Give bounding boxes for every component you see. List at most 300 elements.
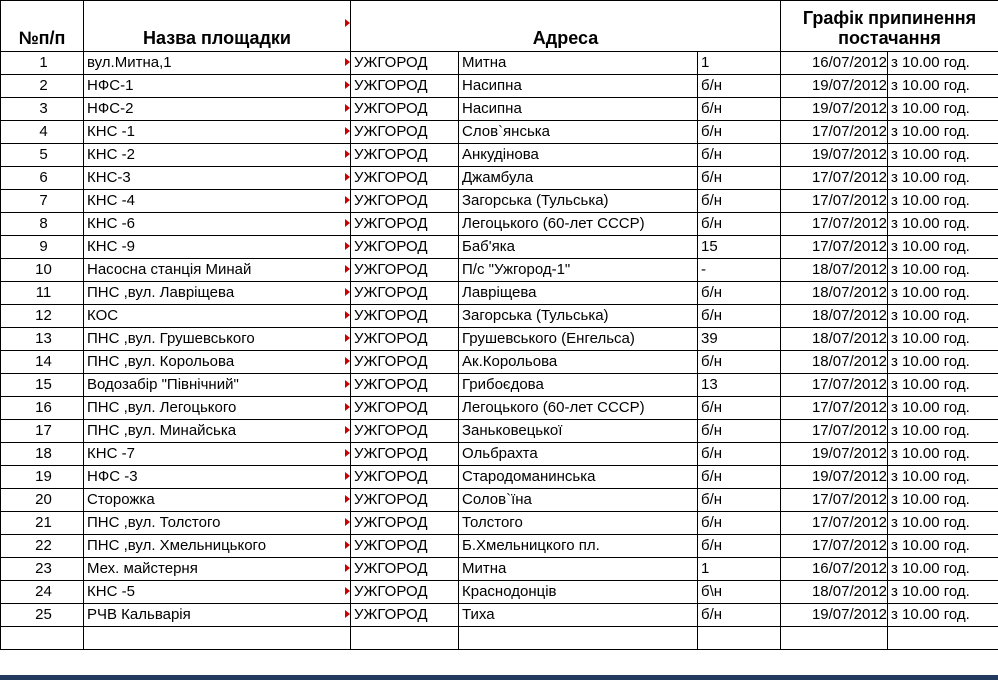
street-cell[interactable] bbox=[459, 98, 698, 121]
city-cell[interactable] bbox=[351, 581, 459, 604]
house-cell-text: б/н bbox=[701, 123, 723, 140]
street-cell[interactable] bbox=[459, 351, 698, 374]
street-cell-text: Грибоєдова bbox=[462, 376, 544, 393]
time-cell[interactable] bbox=[888, 144, 998, 167]
num-cell[interactable] bbox=[1, 190, 84, 213]
date-cell-text: 17/07/2012 bbox=[811, 238, 888, 255]
empty-cell[interactable] bbox=[84, 627, 351, 650]
comment-marker-icon[interactable] bbox=[345, 587, 350, 595]
time-cell[interactable] bbox=[888, 558, 998, 581]
time-cell[interactable] bbox=[888, 420, 998, 443]
street-cell[interactable] bbox=[459, 420, 698, 443]
date-cell-text: 18/07/2012 bbox=[811, 284, 888, 301]
house-cell[interactable] bbox=[698, 121, 781, 144]
house-cell[interactable] bbox=[698, 535, 781, 558]
num-cell[interactable] bbox=[1, 443, 84, 466]
num-cell[interactable] bbox=[1, 282, 84, 305]
street-cell[interactable] bbox=[459, 305, 698, 328]
num-cell[interactable] bbox=[1, 75, 84, 98]
table-row bbox=[1, 443, 998, 466]
name-cell[interactable] bbox=[84, 144, 351, 167]
header-schedule[interactable] bbox=[781, 1, 998, 52]
name-cell[interactable] bbox=[84, 190, 351, 213]
street-cell-text: Б.Хмельницкого пл. bbox=[462, 537, 600, 554]
date-cell[interactable] bbox=[781, 535, 888, 558]
num-cell-text: 6 bbox=[39, 169, 48, 186]
street-cell[interactable] bbox=[459, 259, 698, 282]
city-cell-text: УЖГОРОД bbox=[354, 146, 428, 163]
date-cell[interactable] bbox=[781, 443, 888, 466]
name-cell[interactable] bbox=[84, 305, 351, 328]
house-cell-text: б/н bbox=[701, 468, 723, 485]
house-cell[interactable] bbox=[698, 167, 781, 190]
comment-marker-icon[interactable] bbox=[345, 242, 350, 250]
city-cell-text: УЖГОРОД bbox=[354, 100, 428, 117]
street-cell[interactable] bbox=[459, 52, 698, 75]
house-cell[interactable] bbox=[698, 190, 781, 213]
header-name-label: Назва площадки bbox=[143, 28, 291, 48]
name-cell[interactable] bbox=[84, 466, 351, 489]
house-cell[interactable] bbox=[698, 443, 781, 466]
street-cell[interactable] bbox=[459, 144, 698, 167]
date-cell[interactable] bbox=[781, 466, 888, 489]
city-cell[interactable] bbox=[351, 236, 459, 259]
comment-marker-icon[interactable] bbox=[345, 196, 350, 204]
house-cell[interactable] bbox=[698, 52, 781, 75]
comment-marker-icon[interactable] bbox=[345, 173, 350, 181]
house-cell-text: б/н bbox=[701, 215, 723, 232]
street-cell-text: П/с "Ужгород-1" bbox=[462, 261, 571, 278]
name-cell-text: ПНС ,вул. Корольова bbox=[87, 353, 235, 370]
comment-marker-icon[interactable] bbox=[345, 104, 350, 112]
comment-marker-icon[interactable] bbox=[345, 403, 350, 411]
city-cell[interactable] bbox=[351, 282, 459, 305]
empty-cell[interactable] bbox=[781, 627, 888, 650]
street-cell[interactable] bbox=[459, 167, 698, 190]
time-cell-text: з 10.00 год. bbox=[891, 261, 970, 278]
street-cell[interactable] bbox=[459, 535, 698, 558]
house-cell[interactable] bbox=[698, 282, 781, 305]
street-cell[interactable] bbox=[459, 581, 698, 604]
name-cell[interactable] bbox=[84, 420, 351, 443]
house-cell[interactable] bbox=[698, 558, 781, 581]
name-cell[interactable] bbox=[84, 328, 351, 351]
name-cell[interactable] bbox=[84, 259, 351, 282]
time-cell[interactable] bbox=[888, 466, 998, 489]
date-cell-text: 17/07/2012 bbox=[811, 169, 888, 186]
header-address[interactable]: Адреса bbox=[351, 1, 781, 52]
street-cell[interactable] bbox=[459, 443, 698, 466]
date-cell-text: 18/07/2012 bbox=[811, 583, 888, 600]
time-cell[interactable] bbox=[888, 581, 998, 604]
name-cell[interactable] bbox=[84, 167, 351, 190]
name-cell[interactable] bbox=[84, 558, 351, 581]
num-cell[interactable] bbox=[1, 98, 84, 121]
city-cell[interactable] bbox=[351, 374, 459, 397]
time-cell[interactable] bbox=[888, 489, 998, 512]
street-cell[interactable] bbox=[459, 374, 698, 397]
house-cell[interactable] bbox=[698, 581, 781, 604]
house-cell-text: б/н bbox=[701, 514, 723, 531]
house-cell[interactable] bbox=[698, 144, 781, 167]
time-cell[interactable] bbox=[888, 374, 998, 397]
time-cell[interactable] bbox=[888, 351, 998, 374]
house-cell[interactable] bbox=[698, 75, 781, 98]
name-cell[interactable] bbox=[84, 604, 351, 627]
num-cell-text: 1 bbox=[39, 54, 48, 71]
num-cell-text: 11 bbox=[35, 284, 52, 301]
time-cell[interactable] bbox=[888, 167, 998, 190]
time-cell-text: з 10.00 год. bbox=[891, 445, 970, 462]
street-cell-text: Загорська (Тульська) bbox=[462, 307, 609, 324]
date-cell[interactable] bbox=[781, 236, 888, 259]
time-cell[interactable] bbox=[888, 604, 998, 627]
house-cell[interactable] bbox=[698, 604, 781, 627]
time-cell-text: з 10.00 год. bbox=[891, 468, 970, 485]
time-cell[interactable] bbox=[888, 512, 998, 535]
date-cell[interactable] bbox=[781, 305, 888, 328]
city-cell-text: УЖГОРОД bbox=[354, 261, 428, 278]
city-cell-text: УЖГОРОД bbox=[354, 215, 428, 232]
street-cell[interactable] bbox=[459, 190, 698, 213]
date-cell[interactable] bbox=[781, 604, 888, 627]
comment-marker-icon[interactable] bbox=[345, 334, 350, 342]
num-cell[interactable] bbox=[1, 236, 84, 259]
num-cell[interactable] bbox=[1, 328, 84, 351]
house-cell[interactable] bbox=[698, 466, 781, 489]
table-row bbox=[1, 305, 998, 328]
name-cell-text: Сторожка bbox=[87, 491, 155, 508]
street-cell[interactable] bbox=[459, 466, 698, 489]
comment-marker-icon[interactable] bbox=[345, 610, 350, 618]
num-cell[interactable] bbox=[1, 121, 84, 144]
table-row bbox=[1, 121, 998, 144]
house-cell-text: б/н bbox=[701, 307, 723, 324]
time-cell-text: з 10.00 год. bbox=[891, 54, 970, 71]
empty-cell[interactable] bbox=[698, 627, 781, 650]
date-cell-text: 17/07/2012 bbox=[811, 491, 888, 508]
num-cell[interactable] bbox=[1, 558, 84, 581]
table-row bbox=[1, 604, 998, 627]
street-cell-text: Солов`їна bbox=[462, 491, 532, 508]
house-cell[interactable] bbox=[698, 259, 781, 282]
comment-marker-icon[interactable] bbox=[345, 472, 350, 480]
table-row bbox=[1, 351, 998, 374]
date-cell-text: 18/07/2012 bbox=[811, 307, 888, 324]
house-cell-text: б/н bbox=[701, 284, 723, 301]
city-cell[interactable] bbox=[351, 420, 459, 443]
city-cell[interactable] bbox=[351, 98, 459, 121]
street-cell[interactable] bbox=[459, 604, 698, 627]
date-cell[interactable] bbox=[781, 190, 888, 213]
city-cell[interactable] bbox=[351, 558, 459, 581]
num-cell[interactable] bbox=[1, 52, 84, 75]
street-cell-text: Митна bbox=[462, 54, 507, 71]
name-cell[interactable] bbox=[84, 213, 351, 236]
num-cell[interactable] bbox=[1, 213, 84, 236]
date-cell[interactable] bbox=[781, 581, 888, 604]
house-cell[interactable] bbox=[698, 213, 781, 236]
time-cell[interactable] bbox=[888, 121, 998, 144]
name-cell[interactable] bbox=[84, 75, 351, 98]
comment-marker-icon[interactable] bbox=[345, 311, 350, 319]
time-cell[interactable] bbox=[888, 282, 998, 305]
name-cell[interactable] bbox=[84, 581, 351, 604]
name-cell-text: КНС-3 bbox=[87, 169, 131, 186]
house-cell-text: 39 bbox=[701, 330, 718, 347]
time-cell[interactable] bbox=[888, 535, 998, 558]
name-cell[interactable] bbox=[84, 121, 351, 144]
city-cell-text: УЖГОРОД bbox=[354, 514, 428, 531]
num-cell[interactable] bbox=[1, 420, 84, 443]
num-cell[interactable] bbox=[1, 604, 84, 627]
date-cell-text: 18/07/2012 bbox=[811, 330, 888, 347]
date-cell[interactable] bbox=[781, 213, 888, 236]
house-cell[interactable] bbox=[698, 397, 781, 420]
date-cell[interactable] bbox=[781, 259, 888, 282]
city-cell[interactable] bbox=[351, 305, 459, 328]
num-cell[interactable] bbox=[1, 167, 84, 190]
street-cell[interactable] bbox=[459, 397, 698, 420]
date-cell-text: 16/07/2012 bbox=[811, 54, 888, 71]
num-cell-text: 24 bbox=[35, 583, 52, 600]
name-cell[interactable] bbox=[84, 443, 351, 466]
name-cell-text: ПНС ,вул. Легоцького bbox=[87, 399, 237, 416]
comment-marker-icon[interactable] bbox=[345, 426, 350, 434]
city-cell[interactable] bbox=[351, 213, 459, 236]
name-cell[interactable] bbox=[84, 282, 351, 305]
street-cell-text: Баб'яка bbox=[462, 238, 515, 255]
time-cell[interactable] bbox=[888, 213, 998, 236]
street-cell[interactable] bbox=[459, 328, 698, 351]
table-row bbox=[1, 144, 998, 167]
header-num[interactable]: №п/п bbox=[1, 1, 84, 52]
num-cell-text: 7 bbox=[39, 192, 48, 209]
comment-marker-icon[interactable] bbox=[345, 288, 350, 296]
time-cell-text: з 10.00 год. bbox=[891, 376, 970, 393]
empty-cell[interactable] bbox=[1, 627, 84, 650]
house-cell[interactable] bbox=[698, 98, 781, 121]
num-cell[interactable] bbox=[1, 144, 84, 167]
time-cell-text: з 10.00 год. bbox=[891, 330, 970, 347]
name-cell-text: ПНС ,вул. Минайська bbox=[87, 422, 237, 439]
city-cell-text: УЖГОРОД bbox=[354, 376, 428, 393]
city-cell[interactable] bbox=[351, 489, 459, 512]
street-cell-text: Краснодонців bbox=[462, 583, 557, 600]
house-cell[interactable] bbox=[698, 374, 781, 397]
date-cell[interactable] bbox=[781, 167, 888, 190]
comment-marker-icon[interactable] bbox=[345, 219, 350, 227]
street-cell-text: Стародоманинська bbox=[462, 468, 596, 485]
street-cell-text: Анкудінова bbox=[462, 146, 539, 163]
date-cell-text: 17/07/2012 bbox=[811, 192, 888, 209]
date-cell[interactable] bbox=[781, 328, 888, 351]
date-cell[interactable] bbox=[781, 374, 888, 397]
street-cell[interactable] bbox=[459, 282, 698, 305]
num-cell[interactable] bbox=[1, 374, 84, 397]
name-cell[interactable] bbox=[84, 98, 351, 121]
date-cell[interactable] bbox=[781, 144, 888, 167]
date-cell[interactable] bbox=[781, 558, 888, 581]
comment-marker-icon[interactable] bbox=[345, 58, 350, 66]
house-cell[interactable] bbox=[698, 328, 781, 351]
street-cell[interactable] bbox=[459, 236, 698, 259]
date-cell[interactable] bbox=[781, 489, 888, 512]
city-cell[interactable] bbox=[351, 535, 459, 558]
date-cell[interactable] bbox=[781, 420, 888, 443]
table-row bbox=[1, 282, 998, 305]
house-cell[interactable] bbox=[698, 512, 781, 535]
time-cell[interactable] bbox=[888, 305, 998, 328]
city-cell[interactable] bbox=[351, 190, 459, 213]
street-cell[interactable] bbox=[459, 121, 698, 144]
name-cell[interactable] bbox=[84, 489, 351, 512]
street-cell[interactable] bbox=[459, 75, 698, 98]
num-cell-text: 16 bbox=[35, 399, 52, 416]
header-row bbox=[1, 1, 998, 52]
time-cell-text: з 10.00 год. bbox=[891, 399, 970, 416]
city-cell[interactable] bbox=[351, 259, 459, 282]
num-cell[interactable] bbox=[1, 305, 84, 328]
date-cell[interactable] bbox=[781, 397, 888, 420]
date-cell-text: 19/07/2012 bbox=[811, 77, 888, 94]
house-cell[interactable] bbox=[698, 489, 781, 512]
table-row bbox=[1, 52, 998, 75]
num-cell[interactable] bbox=[1, 512, 84, 535]
name-cell[interactable] bbox=[84, 52, 351, 75]
name-cell[interactable] bbox=[84, 397, 351, 420]
time-cell[interactable] bbox=[888, 98, 998, 121]
comment-marker-icon[interactable] bbox=[345, 127, 350, 135]
num-cell-text: 17 bbox=[35, 422, 52, 439]
city-cell[interactable] bbox=[351, 512, 459, 535]
num-cell-text: 10 bbox=[35, 261, 52, 278]
street-cell-text: Джамбула bbox=[462, 169, 534, 186]
city-cell[interactable] bbox=[351, 167, 459, 190]
date-cell[interactable] bbox=[781, 512, 888, 535]
house-cell[interactable] bbox=[698, 351, 781, 374]
comment-marker-icon[interactable] bbox=[345, 495, 350, 503]
street-cell[interactable] bbox=[459, 558, 698, 581]
comment-marker-icon[interactable] bbox=[345, 265, 350, 273]
street-cell[interactable] bbox=[459, 213, 698, 236]
num-cell[interactable] bbox=[1, 581, 84, 604]
num-cell[interactable] bbox=[1, 535, 84, 558]
num-cell-text: 15 bbox=[35, 376, 52, 393]
house-cell[interactable] bbox=[698, 236, 781, 259]
time-cell[interactable] bbox=[888, 190, 998, 213]
city-cell[interactable] bbox=[351, 75, 459, 98]
comment-marker-icon[interactable] bbox=[345, 357, 350, 365]
city-cell[interactable] bbox=[351, 604, 459, 627]
date-cell[interactable] bbox=[781, 351, 888, 374]
empty-cell[interactable] bbox=[459, 627, 698, 650]
table-row bbox=[1, 236, 998, 259]
date-cell[interactable] bbox=[781, 98, 888, 121]
name-cell[interactable] bbox=[84, 351, 351, 374]
house-cell-text: б/н bbox=[701, 77, 723, 94]
date-cell[interactable] bbox=[781, 282, 888, 305]
city-cell[interactable] bbox=[351, 351, 459, 374]
comment-marker-icon[interactable] bbox=[345, 81, 350, 89]
comment-marker-icon[interactable] bbox=[345, 449, 350, 457]
city-cell-text: УЖГОРОД bbox=[354, 606, 428, 623]
street-cell-text: Насипна bbox=[462, 77, 522, 94]
name-cell[interactable] bbox=[84, 512, 351, 535]
num-cell-text: 23 bbox=[35, 560, 52, 577]
house-cell[interactable] bbox=[698, 305, 781, 328]
city-cell[interactable] bbox=[351, 52, 459, 75]
city-cell-text: УЖГОРОД bbox=[354, 54, 428, 71]
num-cell[interactable] bbox=[1, 489, 84, 512]
street-cell-text: Насипна bbox=[462, 100, 522, 117]
num-cell-text: 3 bbox=[39, 100, 48, 117]
time-cell[interactable] bbox=[888, 75, 998, 98]
comment-marker-icon[interactable] bbox=[345, 564, 350, 572]
date-cell-text: 19/07/2012 bbox=[811, 146, 888, 163]
name-cell[interactable] bbox=[84, 374, 351, 397]
time-cell-text: з 10.00 год. bbox=[891, 284, 970, 301]
date-cell[interactable] bbox=[781, 121, 888, 144]
table-row bbox=[1, 259, 998, 282]
header-name[interactable] bbox=[84, 1, 351, 52]
name-cell[interactable] bbox=[84, 236, 351, 259]
city-cell[interactable] bbox=[351, 466, 459, 489]
table-row bbox=[1, 75, 998, 98]
table-row bbox=[1, 489, 998, 512]
name-cell-text: Водозабір "Північний" bbox=[87, 376, 239, 393]
city-cell[interactable] bbox=[351, 443, 459, 466]
num-cell[interactable] bbox=[1, 466, 84, 489]
comment-marker-icon[interactable] bbox=[345, 380, 350, 388]
comment-marker-icon[interactable] bbox=[345, 150, 350, 158]
num-cell[interactable] bbox=[1, 397, 84, 420]
time-cell-text: з 10.00 год. bbox=[891, 560, 970, 577]
time-cell[interactable] bbox=[888, 52, 998, 75]
time-cell[interactable] bbox=[888, 328, 998, 351]
num-cell[interactable] bbox=[1, 351, 84, 374]
date-cell-text: 17/07/2012 bbox=[811, 514, 888, 531]
num-cell[interactable] bbox=[1, 259, 84, 282]
name-cell[interactable] bbox=[84, 535, 351, 558]
time-cell[interactable] bbox=[888, 259, 998, 282]
city-cell[interactable] bbox=[351, 397, 459, 420]
house-cell[interactable] bbox=[698, 420, 781, 443]
house-cell-text: 1 bbox=[701, 560, 710, 577]
time-cell[interactable] bbox=[888, 236, 998, 259]
comment-marker-icon[interactable] bbox=[345, 518, 350, 526]
city-cell[interactable] bbox=[351, 328, 459, 351]
city-cell[interactable] bbox=[351, 144, 459, 167]
city-cell[interactable] bbox=[351, 121, 459, 144]
comment-marker-icon[interactable] bbox=[345, 19, 350, 27]
num-cell-text: 8 bbox=[39, 215, 48, 232]
time-cell[interactable] bbox=[888, 443, 998, 466]
street-cell[interactable] bbox=[459, 489, 698, 512]
street-cell-text: Толстого bbox=[462, 514, 523, 531]
table-row bbox=[1, 420, 998, 443]
time-cell[interactable] bbox=[888, 397, 998, 420]
empty-cell[interactable] bbox=[351, 627, 459, 650]
comment-marker-icon[interactable] bbox=[345, 541, 350, 549]
table-row bbox=[1, 558, 998, 581]
date-cell[interactable] bbox=[781, 75, 888, 98]
street-cell[interactable] bbox=[459, 512, 698, 535]
time-cell-text: з 10.00 год. bbox=[891, 422, 970, 439]
empty-cell[interactable] bbox=[888, 627, 998, 650]
date-cell-text: 17/07/2012 bbox=[811, 123, 888, 140]
date-cell[interactable] bbox=[781, 52, 888, 75]
